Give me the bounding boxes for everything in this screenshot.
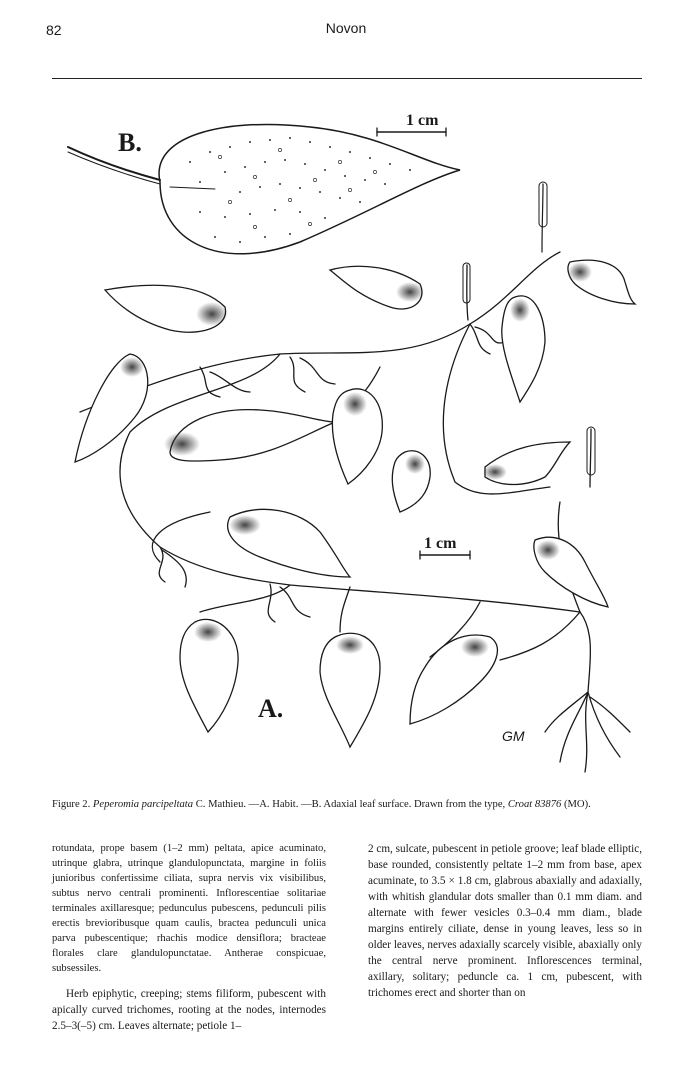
caption-species: Peperomia parcipeltata — [92, 799, 194, 810]
panel-label-b: B. — [118, 128, 142, 157]
caption-suffix: (MO). — [561, 799, 591, 810]
english-description-continued: 2 cm, sulcate, pubescent in petiole groove; leaf blade elliptic, base rounded, consistently peltate 1–2 mm from base, apex acuminate, to 3.5 × 1.8 cm, glabrous abaxially and adaxially, with whitish glandular dots smaller than 0.1 mm diam. and alternate with fewer vesicles 0.3–0.4 mm diam., blade margins entirely ciliate, dense in young leaves, less so in older leaves, nerves adaxially scarcely visible, abaxially only the central nerve prominent. Inflorescences terminal, axillary, solitary; peduncle ca. 1 cm, pubescent, with trichomes erect and shorter than on — [368, 843, 642, 999]
latin-description: rotundata, prope basem (1–2 mm) peltata, apice acuminato, utrinque glabra, utrinque glandulopunctata, margine in foliis junioribus confertissime ciliata, supra nervis vix visibilibus, subtus nervo centrali prominenti. Inflorescentiae solitariae terminales axillaresque; pedunculus pubescens, pedunculi pilis erectis brevioribusque quam caulis, bractea pedunculi unica parva pubescentique; rhachis modice densiflora; bracteae florales clare glandulopunctatae. Antherae conspicuae, subsessiles. — [52, 843, 326, 974]
header-rule — [52, 78, 642, 79]
scale-bar-a-label: 1 cm — [424, 535, 457, 552]
figure-caption — [52, 797, 642, 812]
caption-prefix: Figure 2. — [52, 799, 91, 810]
habit-illustration — [50, 92, 650, 792]
journal-name: Novon — [325, 20, 367, 36]
artist-signature: GM — [502, 728, 525, 744]
botanical-figure — [50, 92, 650, 792]
text-column-right — [368, 841, 642, 1001]
caption-collector: Croat 83876 — [507, 799, 562, 810]
panel-label-a: A. — [258, 694, 284, 723]
text-column-left — [52, 841, 326, 1034]
scale-bar-b-label: 1 cm — [406, 112, 439, 129]
caption-middle: C. Mathieu. —A. Habit. —B. Adaxial leaf surface. Drawn from the type, — [193, 799, 508, 810]
english-description-start: Herb epiphytic, creeping; stems filiform, pubescent with apically curved trichomes, rooting at the nodes, internodes 2.5–3(–5) cm. Leaves alternate; petiole 1– — [52, 988, 326, 1032]
page-number: 82 — [46, 22, 62, 38]
